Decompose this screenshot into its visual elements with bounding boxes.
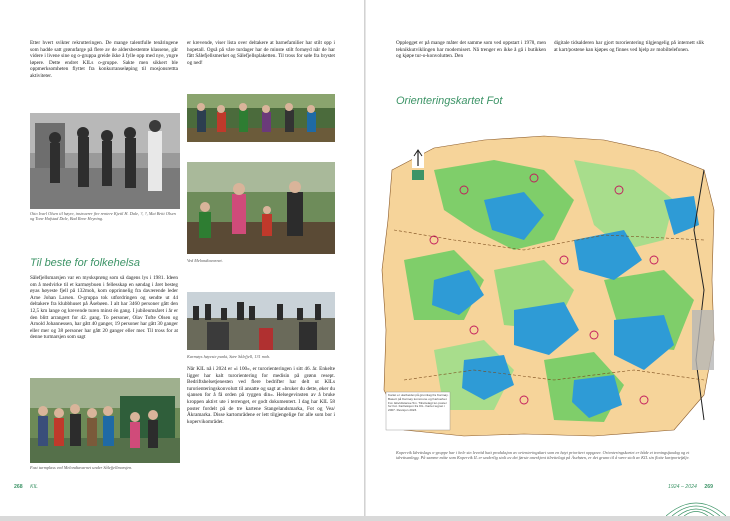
left-footer-label: KIL: [30, 484, 38, 490]
left-col2-body: Når KIL nå i 2024 er «i 100», er turorienteringen i sitt 46. år. Enkelte ligger har kalt turorientering for medisin på grønn resept. Bedriftshelsetjenesten ved flere bedrifter har delt ut KILs turorienteringskonvolutt til ansatte og sagt at «bruker du dette, øker du sjansen for å få orden på ryggen din». Helsegevinsten av å bruke kroppen aktivt ute i terrenget, er godt dokumentert. I dag har KIL 58 poster fordelt på de tre kartene Stangelandsmarka, Fot og Vea/Åkramarka. Disse kartområdene er lett tilgjengelige for alle som bor i kopervikområdet.: [187, 366, 335, 425]
photo1-caption: Otto Ivarl Olsen til høyre, instruerer fire rentere Kjetil H. Dale, ?, ?, Mai Britt Olsen og Tone Hafstad Dale, Bad Rene Heyning.: [30, 211, 176, 222]
photo-forest-group: [187, 94, 335, 142]
photo-group-tent: [30, 378, 180, 463]
left-col1-body: Sålefjellsmarsjen var en mysksprøng som så dagens lys i 1981. Ideen om å medvirke til et karmøybuen i fellesskap en søndag i året besteg øyas høyeste fjell på 132moh, kom opprinnelig fra daværende leder Arne Johan Larsen. O-gruppa tok utfordringen og sendte ut 44 deltakere fra klubbhuset på Åsebøen. I alt har 3460 personer gått den 12,5 km lange og krevende turen minst én gang. I jubileumsåret i år er den blitt arrangert for 42. gang. To personer, Olav Tofte Olsen og Arnold Johannessen, har gått 40 ganger, 19 personer har gått 30 ganger eller mer og 38 personer har gått 20 ganger eller mer. Til tross for at denne turmarsjen som sagt: [30, 275, 178, 341]
map-legend-text: Kartet er utarbeidet på grunnlag fra Karmøy. Basert på Karmøy kommune og Kartverket Fot. Ekvidistanse 5m. Tilrettelagt tur-poster for Fot. Fartleksjon fra KIL. Kartet tegnet i 2007. Revisjon 2023.: [388, 393, 449, 413]
map-heading: Orienteringskartet Fot: [396, 95, 503, 107]
photo-hikers-rain: [187, 162, 335, 254]
left-page-number: 268: [14, 484, 23, 490]
map-caption: Kopervik Idrettslags o-gruppe har i hele sin levetid hatt produksjon av orienteringskart som en høyt prioritert oppgave. Orienteringskartet er både et treningsfundag og et idrettsanlegg. På samme måte som Kopervik IL er underlig stolt av det første anerkjent tilrettelagt på Åsebøen, er det grunn til å være stolt av KIL sin flotte kartportefølje.: [396, 450, 690, 461]
photo4-caption: Fast turmplass ved Melondtavarnet under Sålefjellmarsjen.: [30, 465, 133, 470]
left-footer: [14, 484, 38, 490]
right-page-number: 269: [704, 484, 713, 490]
right-col2-intro: digitale tidsalderen har gjort turorientering tilgjengelig på internett slik at kart/postene kan kjøpes og finnes ved hjelp av mobiltelefonen.: [554, 40, 704, 53]
photo-runners-bw: [30, 113, 180, 209]
corner-contour-icon: [666, 494, 726, 516]
photo-summit-crowd: [187, 292, 335, 350]
right-footer-years: 1924 – 2024: [668, 484, 697, 490]
photo3-caption: Karmøys høyeste punkt, Søre Sålefjell, 131 moh.: [187, 354, 271, 359]
right-col1-intro: Opplegget er på mange måter det samme som ved oppstart i 1978, men teknikkutviklingen har modernisert. Nå trenger en ikke å gå i butikken og kjøpe tur-o-konvolutten. Den: [396, 40, 546, 60]
left-col1-intro: Etter hvert svikter rekrutteringen. De mange talentfulle tenåringene som hadde satt grønnfarge på flere av de aldersbestemte klassene, går videre i livene sine og o-gruppa greide ikke å fylle opp med nye, yngre løpere. Dette endret KILs o-gruppe. Sakte men sikkert ble oppmerksomheten flyttet fra konkurranseløping til mosjonsrettta aktiviteter.: [30, 40, 178, 79]
right-footer: [668, 484, 713, 490]
left-page: [0, 0, 364, 516]
right-page: [366, 0, 730, 516]
left-col2-intro: er krevende, viser lista over deltakere at barnefamilier har stilt opp i hopetall. Også på våre turdager har de minste stilt fornøyd når de har fått Sålefjellsmerket og Sålefjellsplaketten. Til tross for søle fra brystet og ned!: [187, 40, 335, 66]
photo2-caption: Ved Melondtavarnet.: [187, 258, 223, 263]
section-heading-folkehelsa: Til beste for folkehelsa: [30, 257, 140, 269]
